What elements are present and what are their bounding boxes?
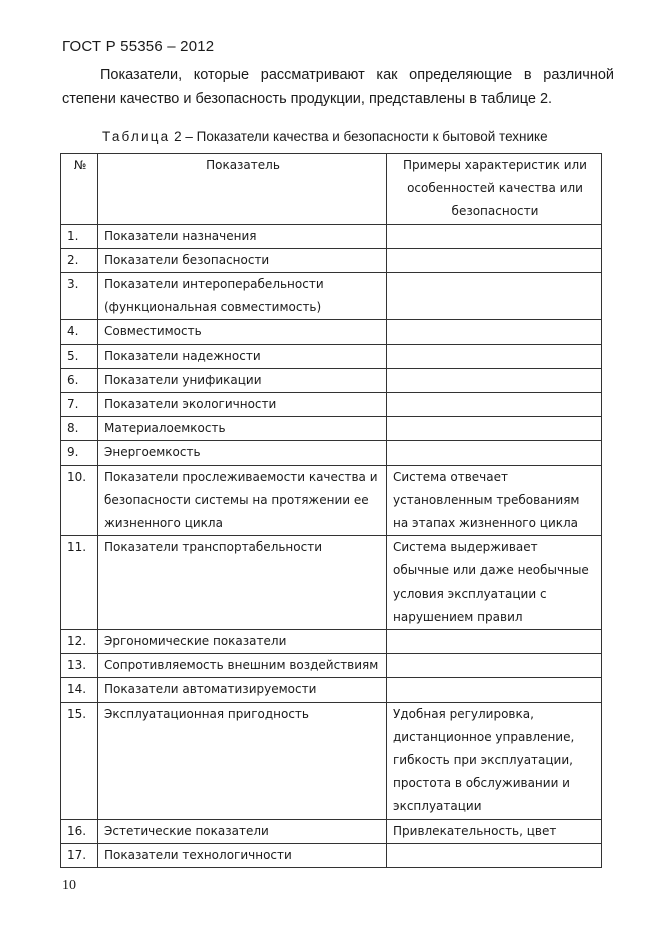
row-number: 11. (61, 536, 98, 630)
row-indicator: Показатели унификации (98, 368, 387, 392)
intro-line-1: Показатели, которые рассматривают как определяющие в различной (100, 67, 614, 83)
row-indicator: Показатели экологичности (98, 393, 387, 417)
row-indicator: Показатели назначения (98, 224, 387, 248)
row-indicator: Эргономические показатели (98, 630, 387, 654)
table-row (61, 465, 602, 536)
table-row (61, 536, 602, 630)
row-example (387, 344, 602, 368)
row-example (387, 654, 602, 678)
table-row (61, 393, 602, 417)
row-number: 1. (61, 224, 98, 248)
row-number: 4. (61, 320, 98, 344)
table-row (61, 630, 602, 654)
row-example (387, 320, 602, 344)
row-example: Удобная регулировка, дистанционное управление, гибкость при эксплуатации, простота в обслуживании и эксплуатации (387, 702, 602, 819)
table-row (61, 417, 602, 441)
row-indicator: Эстетические показатели (98, 819, 387, 843)
row-number: 12. (61, 630, 98, 654)
page-number: 10 (62, 878, 76, 893)
document-code: ГОСТ Р 55356 – 2012 (62, 38, 215, 55)
row-number: 8. (61, 417, 98, 441)
row-indicator: Показатели автоматизируемости (98, 678, 387, 702)
table-row (61, 702, 602, 819)
table-row (61, 678, 602, 702)
row-example: Система выдерживает обычные или даже необычные условия эксплуатации с нарушением правил (387, 536, 602, 630)
row-number: 13. (61, 654, 98, 678)
row-indicator: Показатели прослеживаемости качества и безопасности системы на протяжении ее жизненного цикла (98, 465, 387, 536)
indicators-table (60, 153, 602, 868)
table-row (61, 843, 602, 867)
table-header-row (61, 154, 602, 225)
row-example (387, 417, 602, 441)
row-number: 7. (61, 393, 98, 417)
row-indicator: Эксплуатационная пригодность (98, 702, 387, 819)
row-indicator: Сопротивляемость внешним воздействиям (98, 654, 387, 678)
row-number: 9. (61, 441, 98, 465)
row-number: 2. (61, 248, 98, 272)
table-row (61, 344, 602, 368)
row-number: 5. (61, 344, 98, 368)
table-row (61, 441, 602, 465)
table-row (61, 819, 602, 843)
row-example (387, 630, 602, 654)
row-number: 16. (61, 819, 98, 843)
row-example (387, 368, 602, 392)
table-caption (102, 129, 548, 144)
row-indicator: Энергоемкость (98, 441, 387, 465)
row-indicator: Показатели безопасности (98, 248, 387, 272)
row-number: 10. (61, 465, 98, 536)
table-row (61, 224, 602, 248)
row-number: 6. (61, 368, 98, 392)
table-row (61, 368, 602, 392)
header-num: № (61, 154, 98, 225)
row-number: 3. (61, 273, 98, 320)
header-examples: Примеры характеристик или особенностей качества или безопасности (387, 154, 602, 225)
row-example (387, 843, 602, 867)
table-caption-text: 2 – Показатели качества и безопасности к бытовой технике (170, 129, 548, 144)
header-indicator: Показатель (98, 154, 387, 225)
row-example (387, 273, 602, 320)
row-number: 17. (61, 843, 98, 867)
row-indicator: Совместимость (98, 320, 387, 344)
table-row (61, 273, 602, 320)
table-row (61, 248, 602, 272)
row-indicator: Показатели интероперабельности (функциональная совместимость) (98, 273, 387, 320)
row-example (387, 224, 602, 248)
row-indicator: Показатели надежности (98, 344, 387, 368)
row-example: Привлекательность, цвет (387, 819, 602, 843)
table-caption-label: Таблица (102, 129, 171, 144)
row-number: 15. (61, 702, 98, 819)
row-example (387, 678, 602, 702)
table-row (61, 320, 602, 344)
row-example: Система отвечает установленным требованиям на этапах жизненного цикла (387, 465, 602, 536)
intro-paragraph (62, 63, 614, 111)
row-indicator: Показатели транспортабельности (98, 536, 387, 630)
row-number: 14. (61, 678, 98, 702)
row-example (387, 248, 602, 272)
table-row (61, 654, 602, 678)
row-indicator: Показатели технологичности (98, 843, 387, 867)
intro-line-2: степени качество и безопасность продукции, представлены в таблице 2. (62, 91, 553, 107)
row-example (387, 441, 602, 465)
row-indicator: Материалоемкость (98, 417, 387, 441)
row-example (387, 393, 602, 417)
